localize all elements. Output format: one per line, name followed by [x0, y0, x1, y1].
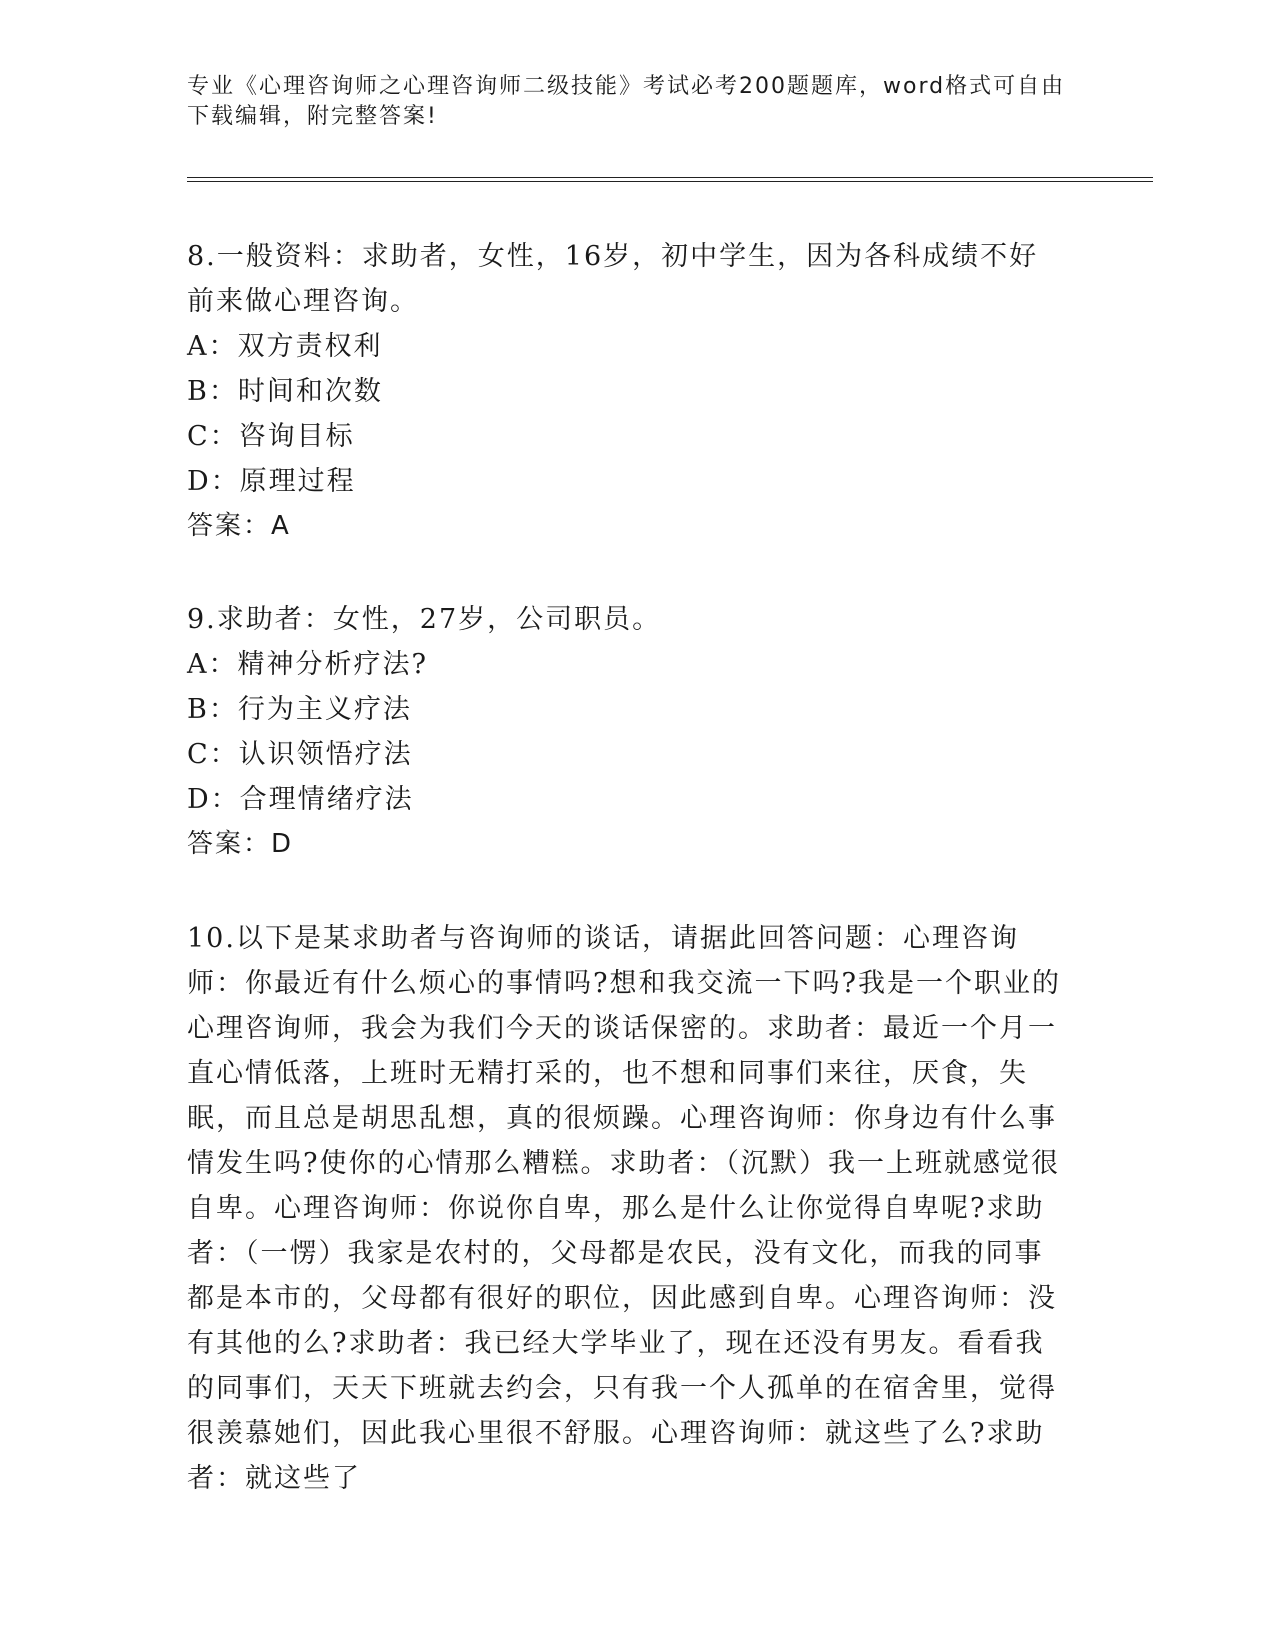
question-10	[187, 916, 1067, 1501]
document-header: 专业《心理咨询师之心理咨询师二级技能》考试必考200题题库，word格式可自由下载编辑，附完整答案!	[187, 74, 1066, 129]
answer: 答案：D	[187, 829, 294, 859]
answer: 答案：A	[187, 511, 291, 541]
question-stem: 8.一般资料：求助者，女性，16岁，初中学生，因为各科成绩不好前来做心理咨询。	[187, 241, 1039, 317]
question-stem: 9.求助者：女性，27岁，公司职员。	[187, 604, 662, 635]
question-stem: 10.以下是某求助者与咨询师的谈话，请据此回答问题：心理咨询师：你最近有什么烦心的事情吗?想和我交流一下吗?我是一个职业的心理咨询师，我会为我们今天的谈话保密的。求助者：最近一个月一直心情低落，上班时无精打采的，也不想和同事们来往，厌食，失眠，而且总是胡思乱想，真的很烦躁。心理咨询师：你身边有什么事情发生吗?使你的心情那么糟糕。求助者：（沉默）我一上班就感觉很自卑。心理咨询师：你说你自卑，那么是什么让你觉得自卑呢?求助者：（一愣）我家是农村的，父母都是农民，没有文化，而我的同事都是本市的，父母都有很好的职位，因此感到自卑。心理咨询师：没有其他的么?求助者：我已经大学毕业了，现在还没有男友。看看我的同事们，天天下班就去约会，只有我一个人孤单的在宿舍里，觉得很羡慕她们，因此我心里很不舒服。心理咨询师：就这些了么?求助者：就这些了	[187, 923, 1061, 1494]
option-c: C：咨询目标	[187, 421, 355, 452]
option-b: B：行为主义疗法	[187, 694, 412, 725]
option-a: A：双方责权利	[187, 331, 383, 362]
question-8	[187, 234, 1067, 549]
option-a: A：精神分析疗法?	[187, 649, 428, 680]
option-d: D：原理过程	[187, 466, 356, 497]
option-d: D：合理情绪疗法	[187, 784, 414, 815]
option-b: B：时间和次数	[187, 376, 383, 407]
question-9	[187, 597, 1067, 867]
header-divider	[187, 177, 1153, 182]
option-c: C：认识领悟疗法	[187, 739, 413, 770]
